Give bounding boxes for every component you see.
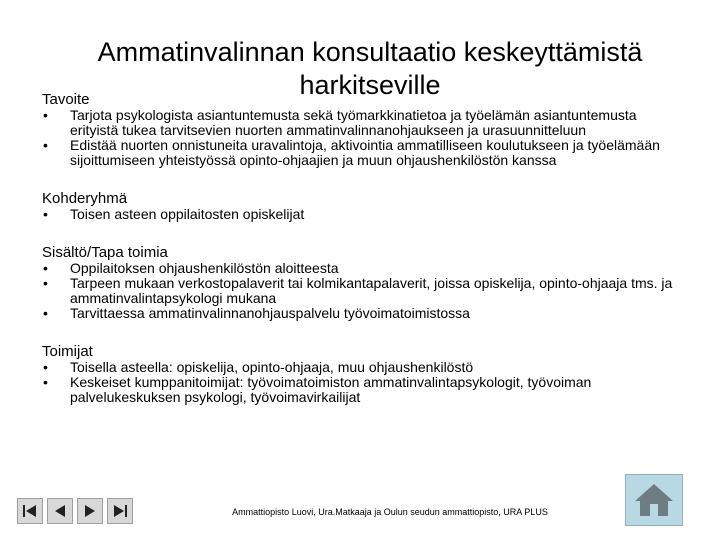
bullet-list: [42, 108, 682, 168]
bullet-item: • Toisella asteella: opiskelija, opinto-ohjaaja, muu ohjaushenkilöstö: [42, 360, 682, 375]
slide-title: Ammatinvalinnan konsultaatio keskeyttämistä harkitseville: [97, 37, 643, 101]
section-heading: Kohderyhmä: [42, 190, 128, 207]
first-slide-button[interactable]: [17, 498, 43, 524]
section-goal: [42, 92, 682, 168]
home-icon: [632, 481, 676, 519]
last-slide-button[interactable]: [107, 498, 133, 524]
last-slide-icon: [111, 503, 129, 519]
section-target-group: [42, 191, 682, 222]
home-button[interactable]: [625, 474, 683, 526]
next-slide-icon: [81, 503, 99, 519]
bullet-list: [42, 360, 682, 405]
bullet-list: [42, 207, 682, 222]
previous-slide-icon: [51, 503, 69, 519]
slide-navigation: [17, 498, 133, 526]
bullet-item: • Edistää nuorten onnistuneita uravalintoja, aktivointia ammatilliseen koulutukseen ja työelämään sijoittumiseen yhteistyössä opinto-ohjaajien ja muun ohjaushenkilöstön kanssa: [42, 138, 682, 168]
section-content: [42, 245, 682, 321]
slide-footer: Ammattiopisto Luovi, Ura.Matkaaja ja Oulun seudun ammattiopisto, URA PLUS: [232, 507, 548, 517]
first-slide-icon: [21, 503, 39, 519]
bullet-item: • Tarjota psykologista asiantuntemusta sekä työmarkkinatietoa ja työelämän asiantuntemusta erityistä tukea tarvitsevien nuorten ammatinvalinnanohjaukseen ja urasuunnitteluun: [42, 108, 682, 138]
section-actors: [42, 344, 682, 405]
bullet-item: • Tarpeen mukaan verkostopalaverit tai kolmikantapalaverit, joissa opiskelija, opinto-ohjaaja tms. ja ammatinvalintapsykologi mukana: [42, 276, 682, 306]
section-heading: Toimijat: [42, 343, 93, 360]
bullet-item: • Oppilaitoksen ohjaushenkilöstön aloitteesta: [42, 261, 682, 276]
next-slide-button[interactable]: [77, 498, 103, 524]
section-heading: Sisältö/Tapa toimia: [42, 244, 168, 261]
previous-slide-button[interactable]: [47, 498, 73, 524]
bullet-item: • Tarvittaessa ammatinvalinnanohjauspalvelu työvoimatoimistossa: [42, 306, 682, 321]
bullet-item: • Keskeiset kumppanitoimijat: työvoimatoimiston ammatinvalintapsykologit, työvoiman palvelukeskuksen psykologi, työvoimavirkailijat: [42, 375, 682, 405]
bullet-item: • Toisen asteen oppilaitosten opiskelijat: [42, 207, 682, 222]
section-heading: Tavoite: [42, 91, 90, 108]
slide-body: [42, 92, 682, 428]
bullet-list: [42, 261, 682, 321]
